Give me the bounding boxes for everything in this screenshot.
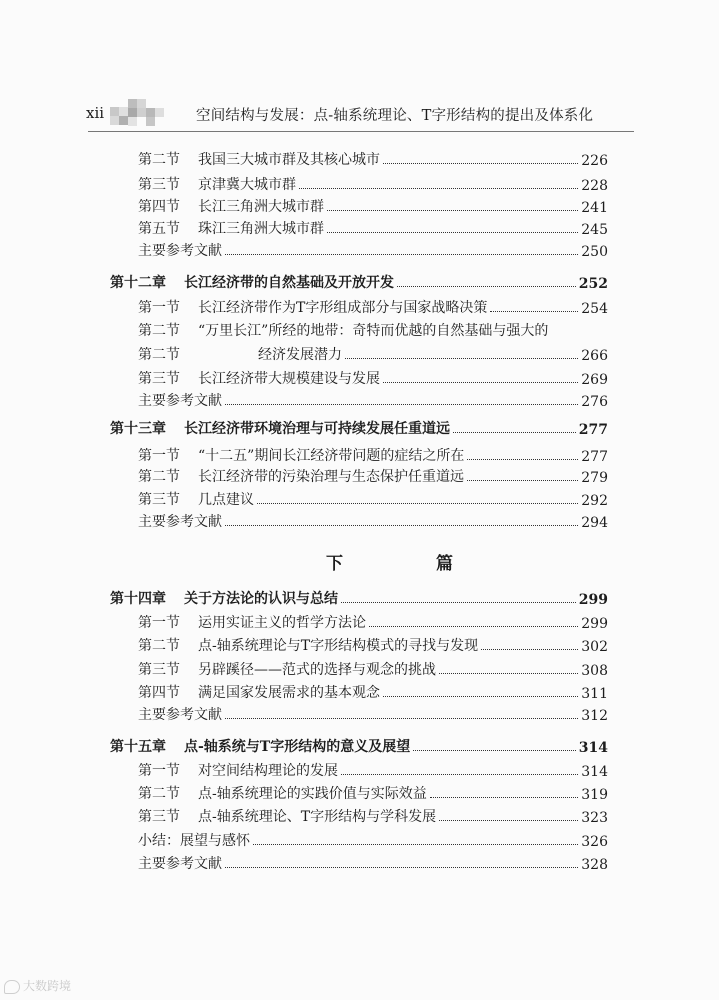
toc-entry-title: 珠江三角洲大城市群	[198, 221, 324, 237]
toc-entry-title: 满足国家发展需求的基本观念	[198, 685, 380, 701]
toc-entry-label	[138, 853, 222, 873]
toc-entry-title: “万里长江”所经的地带：奇特而优越的自然基础与强大的	[198, 323, 549, 339]
toc-leader-dots	[225, 525, 578, 526]
toc-section-entry	[138, 466, 608, 486]
toc-entry-number: 第二节	[138, 638, 180, 654]
toc-entry-title: 主要参考文献	[138, 856, 222, 872]
toc-section-entry	[138, 853, 608, 873]
toc-entry-number: 第二节	[138, 152, 180, 168]
toc-leader-dots	[383, 163, 578, 164]
toc-leader-dots	[341, 602, 576, 603]
toc-entry-number: 第二节	[138, 786, 180, 802]
toc-page-number: 319	[581, 787, 608, 803]
toc-section-entry	[138, 612, 608, 632]
toc-section-entry	[138, 783, 608, 803]
toc-entry-label	[138, 511, 222, 531]
toc-section-entry	[138, 344, 608, 364]
toc-entry-number: 第一节	[138, 615, 180, 631]
toc-entry-title: 长江经济带作为T字形组成部分与国家战略决策	[198, 300, 488, 316]
toc-entry-number: 第十四章	[110, 591, 166, 607]
toc-entry-label	[110, 736, 410, 756]
toc-entry-number: 第二节	[138, 469, 180, 485]
toc-leader-dots	[413, 750, 576, 751]
toc-entry-title: 长江三角洲大城市群	[198, 199, 324, 215]
toc-entry-label	[110, 588, 338, 608]
toc-page-number: 308	[581, 663, 608, 679]
toc-leader-dots	[225, 718, 578, 719]
toc-section-entry	[138, 830, 608, 850]
toc-leader-dots	[327, 232, 578, 233]
toc-entry-title: 点-轴系统与T字形结构的意义及展望	[184, 739, 411, 755]
toc-leader-dots	[253, 844, 578, 845]
toc-leader-dots	[383, 382, 578, 383]
toc-page-number: 245	[581, 222, 608, 238]
toc-entry-label	[138, 297, 487, 317]
toc-leader-dots	[225, 867, 578, 868]
chat-bubble-icon	[4, 980, 20, 994]
toc-entry-label	[138, 704, 222, 724]
toc-section-entry	[138, 445, 608, 465]
toc-entry-label	[138, 390, 222, 410]
toc-section-entry	[138, 218, 608, 238]
toc-section-entry	[138, 174, 608, 194]
toc-entry-label	[138, 635, 478, 655]
toc-leader-dots	[299, 188, 578, 189]
toc-leader-dots	[397, 286, 576, 287]
toc-leader-dots	[481, 649, 578, 650]
toc-entry-number: 第三节	[138, 371, 180, 387]
toc-page-number: 314	[578, 740, 608, 756]
toc-page-number: 299	[578, 592, 608, 608]
watermark	[4, 977, 71, 994]
toc-entry-number: 第一节	[138, 300, 180, 316]
toc-entry-label	[110, 272, 394, 292]
toc-entry-number: 第十二章	[110, 275, 166, 291]
toc-leader-dots	[341, 774, 578, 775]
toc-page-number: 277	[578, 422, 608, 438]
toc-entry-title: 对空间结构理论的发展	[198, 763, 338, 779]
toc-page-number: 323	[581, 810, 608, 826]
toc-page-number: 312	[581, 708, 608, 724]
toc-entry-number: 第一节	[138, 448, 180, 464]
toc-entry-label	[138, 320, 548, 340]
toc-entry-number: 第二节	[138, 347, 180, 363]
toc-entry-title: 另辟蹊径——范式的选择与观念的挑战	[198, 662, 436, 678]
toc-entry-label	[110, 418, 450, 438]
toc-leader-dots	[225, 404, 578, 405]
toc-entry-number: 第十五章	[110, 739, 166, 755]
toc-page-number: 266	[581, 348, 608, 364]
toc-section-entry	[138, 149, 608, 169]
toc-section-entry	[138, 511, 608, 531]
toc-section-entry	[138, 682, 608, 702]
toc-page-number: 276	[581, 394, 608, 410]
toc-leader-dots	[257, 503, 578, 504]
toc-entry-title: 小结：展望与感怀	[138, 833, 250, 849]
toc-chapter-entry	[110, 588, 608, 608]
toc-entry-label	[138, 368, 380, 388]
toc-section-entry-first-line	[138, 320, 548, 340]
toc-section-entry	[138, 806, 608, 826]
page-number: xii	[86, 104, 105, 122]
toc-entry-title: 运用实证主义的哲学方法论	[198, 615, 366, 631]
toc-page-number: 241	[581, 200, 608, 216]
toc-leader-dots	[345, 358, 578, 359]
toc-entry-title: 经济发展潜力	[258, 347, 342, 363]
toc-entry-number: 第五节	[138, 221, 180, 237]
toc-leader-dots	[490, 311, 578, 312]
toc-section-entry	[138, 390, 608, 410]
toc-entry-number: 第三节	[138, 177, 180, 193]
running-header-title: 空间结构与发展：点-轴系统理论、T字形结构的提出及体系化	[196, 108, 594, 124]
toc-entry-title: 几点建议	[198, 492, 254, 508]
toc-entry-label	[138, 240, 222, 260]
toc-entry-title: 主要参考文献	[138, 393, 222, 409]
toc-leader-dots	[225, 254, 578, 255]
toc-page-number: 250	[581, 244, 608, 260]
toc-leader-dots	[453, 432, 576, 433]
toc-entry-number: 第三节	[138, 662, 180, 678]
toc-section-entry	[138, 760, 608, 780]
toc-chapter-entry	[110, 272, 608, 292]
toc-entry-label	[138, 196, 324, 216]
toc-leader-dots	[369, 626, 578, 627]
header-rule	[88, 131, 634, 132]
toc-leader-dots	[327, 210, 578, 211]
toc-entry-title: 长江经济带的自然基础及开放开发	[184, 275, 394, 291]
toc-entry-title: 点-轴系统理论的实践价值与实际效益	[198, 786, 427, 802]
toc-entry-label	[138, 806, 436, 826]
toc-entry-title: 点-轴系统理论、T字形结构与学科发展	[198, 809, 437, 825]
toc-page-number: 252	[578, 276, 608, 292]
toc-page-number: 314	[581, 764, 608, 780]
toc-entry-title: “十二五”期间长江经济带问题的症结之所在	[198, 448, 465, 464]
toc-entry-number: 第三节	[138, 809, 180, 825]
toc-section-entry	[138, 704, 608, 724]
toc-entry-title: 点-轴系统理论与T字形结构模式的寻找与发现	[198, 638, 479, 654]
toc-entry-title: 主要参考文献	[138, 707, 222, 723]
toc-section-entry	[138, 489, 608, 509]
toc-chapter-entry	[110, 736, 608, 756]
toc-section-entry	[138, 635, 608, 655]
toc-page-number: 292	[581, 493, 608, 509]
toc-page-number: 254	[581, 301, 608, 317]
toc-entry-label	[138, 760, 338, 780]
toc-entry-label	[138, 174, 296, 194]
watermark-text: 大数跨境	[23, 979, 72, 993]
toc-page-number: 302	[581, 639, 608, 655]
toc-entry-title: 长江经济带的污染治理与生态保护任重道远	[198, 469, 464, 485]
toc-entry-label	[138, 830, 250, 850]
toc-page-number: 277	[581, 449, 608, 465]
toc-entry-title: 京津冀大城市群	[198, 177, 296, 193]
toc-page-number: 226	[581, 153, 608, 169]
toc-chapter-entry	[110, 418, 608, 438]
toc-section-entry	[138, 659, 608, 679]
toc-entry-label	[138, 489, 254, 509]
toc-entry-title: 长江经济带大规模建设与发展	[198, 371, 380, 387]
toc-entry-title: 主要参考文献	[138, 514, 222, 530]
toc-entry-label	[138, 612, 366, 632]
toc-page-number: 279	[581, 470, 608, 486]
redacted-mosaic	[110, 99, 166, 129]
toc-leader-dots	[439, 673, 578, 674]
toc-entry-number: 第一节	[138, 763, 180, 779]
toc-page-number: 228	[581, 178, 608, 194]
toc-page-number: 326	[581, 834, 608, 850]
toc-entry-title: 关于方法论的认识与总结	[184, 591, 338, 607]
toc-leader-dots	[430, 797, 579, 798]
toc-entry-number: 第四节	[138, 685, 180, 701]
toc-entry-label	[138, 466, 464, 486]
toc-leader-dots	[467, 480, 578, 481]
toc-section-entry	[138, 196, 608, 216]
toc-entry-number: 第二节	[138, 323, 180, 339]
part-title: 下 篇	[326, 554, 491, 574]
toc-page-number: 311	[581, 686, 608, 702]
toc-entry-title: 长江经济带环境治理与可持续发展任重道远	[184, 421, 450, 437]
toc-section-entry	[138, 297, 608, 317]
toc-page-number: 294	[581, 515, 608, 531]
toc-entry-label	[138, 659, 436, 679]
toc-entry-title: 我国三大城市群及其核心城市	[198, 152, 380, 168]
toc-entry-label	[138, 682, 380, 702]
toc-entry-label	[138, 149, 380, 169]
toc-section-entry	[138, 368, 608, 388]
toc-section-entry	[138, 240, 608, 260]
toc-entry-label	[138, 783, 427, 803]
toc-entry-number: 第三节	[138, 492, 180, 508]
toc-entry-label	[138, 344, 342, 364]
toc-page-number: 299	[581, 616, 608, 632]
toc-entry-number: 第十三章	[110, 421, 166, 437]
toc-entry-title: 主要参考文献	[138, 243, 222, 259]
toc-leader-dots	[439, 820, 578, 821]
toc-entry-label	[138, 218, 324, 238]
toc-page-number: 269	[581, 372, 608, 388]
toc-page-number: 328	[581, 857, 608, 873]
toc-entry-number: 第四节	[138, 199, 180, 215]
toc-entry-label	[138, 445, 464, 465]
toc-leader-dots	[383, 696, 578, 697]
toc-leader-dots	[467, 459, 578, 460]
